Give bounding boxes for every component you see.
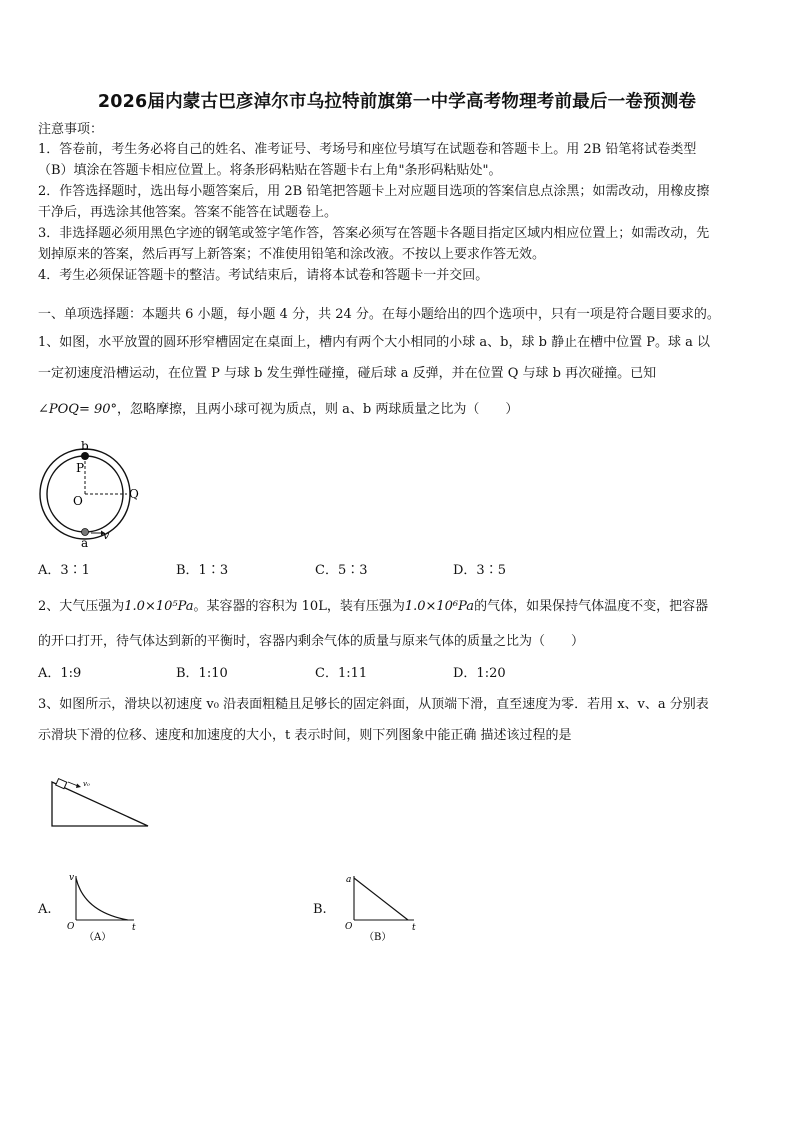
option-a[interactable]: A．1:9 <box>38 666 82 681</box>
notice-line: 1．答卷前，考生务必将自己的姓名、准考证号、考场号和座位号填写在试题卷和答题卡上。用 2B 铅笔将试卷类型 <box>38 142 697 157</box>
graph-b-xlabel: t <box>412 923 416 933</box>
option-b[interactable]: B．1:10 <box>176 666 228 681</box>
graph-b-caption: （B） <box>364 932 392 943</box>
question-1-text: 1、如图，水平放置的圆环形窄槽固定在桌面上，槽内有两个大小相同的小球 a、b，球 b 静止在槽中位置 P。球 a 以 <box>38 335 710 350</box>
notice-line: 干净后，再选涂其他答案。答案不能答在试题卷上。 <box>38 205 338 220</box>
question-1-text-line3 <box>38 400 760 420</box>
notice-line: 划掉原来的答案，然后再写上新答案；不准使用铅笔和涂改液。不按以上要求作答无效。 <box>38 247 546 262</box>
question-2-text-line1 <box>38 597 760 617</box>
notice-line: （B）填涂在答题卡相应位置上。将条形码粘贴在答题卡右上角"条形码粘贴处"。 <box>38 163 502 178</box>
graph-b-ylabel: a <box>346 875 352 885</box>
option-c[interactable]: C．1:11 <box>315 666 368 681</box>
option-b[interactable]: B．1∶3 <box>176 563 229 578</box>
section-heading: 一、单项选择题：本题共 6 小题，每小题 4 分，共 24 分。在每小题给出的四个选项中，只有一项是符合题目要求的。 <box>38 307 720 322</box>
option-a[interactable]: A. <box>38 902 52 917</box>
label-q: Q <box>129 487 139 501</box>
v0-arrow-head <box>76 784 81 789</box>
incline-slope <box>52 782 148 826</box>
question-2-text: 的开口打开，待气体达到新的平衡时，容器内剩余气体的质量与原来气体的质量之比为（ ） <box>38 634 585 649</box>
notice-heading: 注意事项： <box>38 122 104 137</box>
label-a: a <box>81 536 89 550</box>
q2-text-b: 。某容器的容积为 10L，装有压强为 <box>193 599 405 614</box>
option-d[interactable]: D．3∶5 <box>453 563 506 578</box>
question-1-text: 一定初速度沿槽运动，在位置 P 与球 b 发生弹性碰撞，碰后球 a 反弹，并在位置 Q 与球 b 再次碰撞。已知 <box>38 366 657 381</box>
graph-b <box>342 870 432 946</box>
graph-a <box>64 870 154 946</box>
graph-a-origin: O <box>67 922 75 932</box>
label-b: b <box>81 439 89 453</box>
page-title: 2026届内蒙古巴彦淖尔市乌拉特前旗第一中学高考物理考前最后一卷预测卷 <box>97 92 697 112</box>
option-b[interactable]: B. <box>313 902 327 917</box>
graph-b-line <box>354 878 408 920</box>
v0-arrow <box>68 782 78 786</box>
graph-b-origin: O <box>345 922 353 932</box>
label-o: O <box>73 494 83 508</box>
ring-groove-figure <box>30 436 160 554</box>
ball-a <box>82 529 89 536</box>
pressure-2: 1.0×10⁶Pa <box>404 599 475 614</box>
q2-text-c: 的气体，如果保持气体温度不变，把容器 <box>474 599 709 614</box>
ball-b <box>81 452 89 460</box>
option-d[interactable]: D．1:20 <box>453 666 506 681</box>
notice-line: 4．考生必须保证答题卡的整洁。考试结束后，请将本试卷和答题卡一并交回。 <box>38 268 489 283</box>
q2-text-a: 2、大气压强为 <box>38 599 125 614</box>
graph-a-curve <box>76 878 128 920</box>
incline-figure <box>44 770 154 832</box>
notice-line: 2．作答选择题时，选出每小题答案后，用 2B 铅笔把答题卡上对应题目选项的答案信息点涂黑；如需改动，用橡皮擦 <box>38 184 710 199</box>
pressure-1: 1.0×10⁵Pa <box>124 599 194 614</box>
question-3-text: 3、如图所示，滑块以初速度 v₀ 沿表面粗糙且足够长的固定斜面，从顶端下滑，直至速度为零．若用 x、v、a 分别表 <box>38 697 709 712</box>
option-a[interactable]: A．3∶1 <box>38 563 90 578</box>
question-1-stem-end: ，忽略摩擦，且两小球可视为质点，则 a、b 两球质量之比为（ ） <box>117 402 519 417</box>
graph-a-ylabel: v <box>69 873 75 883</box>
option-c[interactable]: C．5∶3 <box>315 563 368 578</box>
label-v0: v₀ <box>83 780 90 788</box>
graph-a-caption: （A） <box>84 932 112 943</box>
question-3-text: 示滑块下滑的位移、速度和加速度的大小，t 表示时间，则下列图象中能正确 描述该过程的是 <box>38 728 572 743</box>
graph-a-xlabel: t <box>132 923 136 933</box>
slider-block <box>56 779 67 789</box>
label-p: P <box>76 461 85 475</box>
label-v: v <box>103 529 110 542</box>
angle-formula: ∠POQ= 90° <box>38 402 118 417</box>
notice-line: 3．非选择题必须用黑色字迹的钢笔或签字笔作答，答案必须写在答题卡各题目指定区域内相应位置上；如需改动，先 <box>38 226 710 241</box>
